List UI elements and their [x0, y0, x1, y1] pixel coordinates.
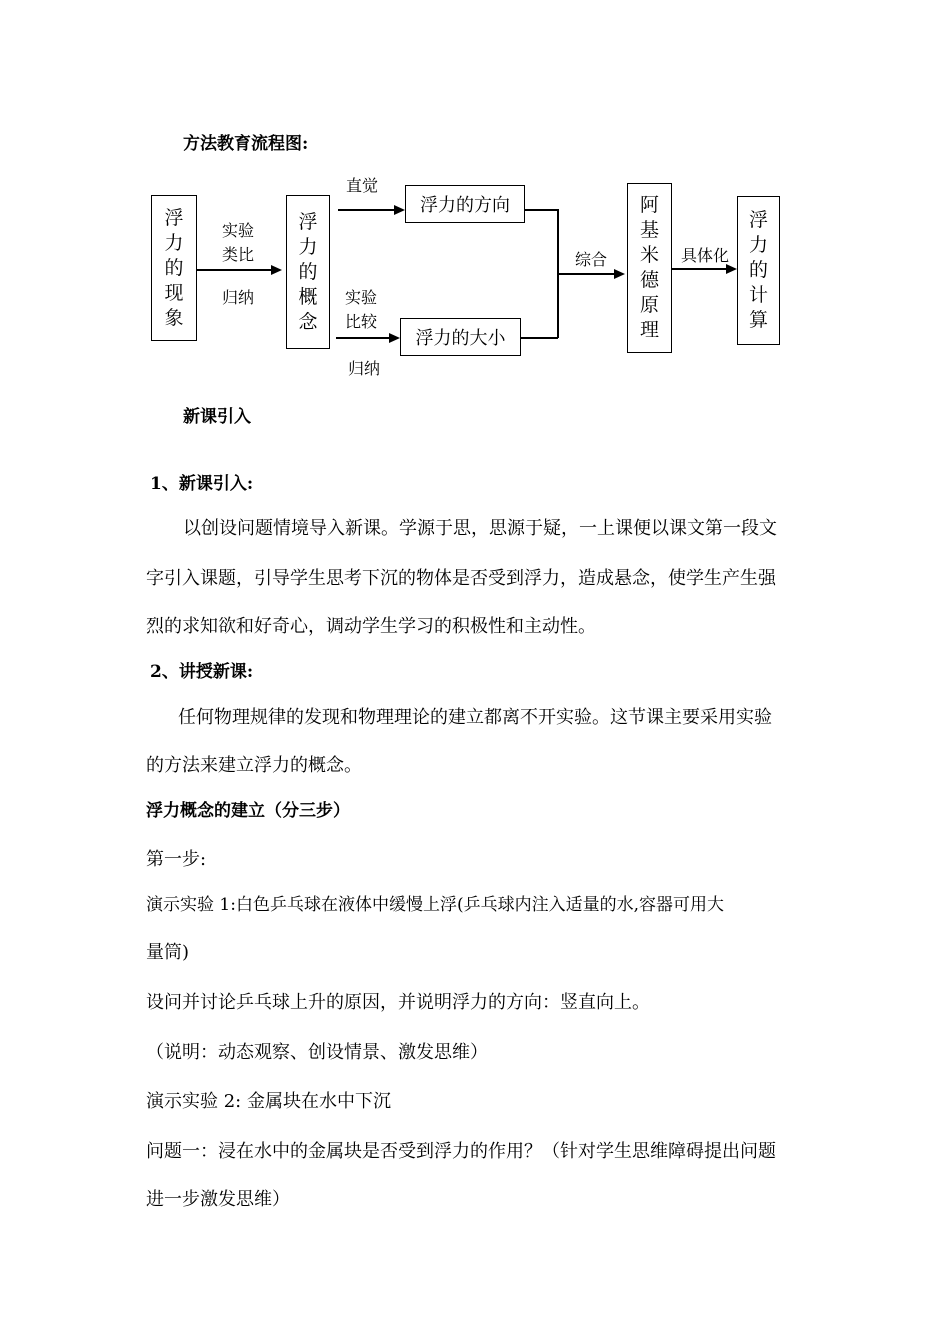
label-experiment-1: 实验 [222, 221, 255, 240]
arrowhead-2 [394, 205, 405, 215]
question-1-line-1: 问题一：浸在水中的金属块是否受到浮力的作用？（针对学生思维障碍提出问题 [146, 1141, 776, 1162]
note-dynamic-observation: （说明：动态观察、创设情景、激发思维） [146, 1042, 488, 1063]
arrowhead-3 [389, 333, 400, 343]
flowchart-title: 方法教育流程图: [183, 134, 309, 154]
arrow-phenomenon-to-concept [197, 269, 271, 271]
step-1-label: 第一步: [146, 849, 207, 870]
arrowhead-1 [271, 265, 282, 275]
arrow-concept-to-magnitude [336, 337, 389, 339]
box-buoyancy-calculation-text: 浮力的计算 [748, 209, 768, 331]
label-intuition: 直觉 [346, 176, 379, 195]
label-synthesis: 综合 [575, 250, 608, 269]
demo-experiment-2: 演示实验 2: 金属块在水中下沉 [146, 1091, 391, 1112]
section-2-paragraph-line-2: 的方法来建立浮力的概念。 [146, 755, 362, 776]
connector-magnitude-h [521, 337, 558, 339]
concept-establishment-title: 浮力概念的建立（分三步） [146, 801, 350, 821]
arrow-to-archimedes [558, 273, 614, 275]
section-1-paragraph-line-2: 字引入课题，引导学生思考下沉的物体是否受到浮力，造成悬念，使学生产生强 [146, 568, 776, 589]
demo-experiment-1-line-1: 演示实验 1:白色乒乓球在液体中缓慢上浮(乒乓球内注入适量的水,容器可用大 [146, 895, 724, 915]
box-archimedes-principle-text: 阿基米德原理 [639, 194, 659, 341]
box-buoyancy-direction [405, 185, 525, 223]
section-1-title: 1、新课引入: [150, 474, 254, 494]
section-2-title: 2、讲授新课: [150, 662, 254, 682]
box-buoyancy-calculation [737, 196, 780, 345]
section-1-paragraph-line-1: 以创设问题情境导入新课。学源于思，思源于疑，一上课便以课文第一段文 [183, 518, 777, 539]
question-1-line-2: 进一步激发思维） [146, 1189, 290, 1210]
connector-direction-h [525, 209, 558, 211]
section-heading-new-lesson: 新课引入 [183, 407, 251, 427]
box-archimedes-principle [627, 183, 672, 353]
label-analogy: 类比 [222, 245, 255, 264]
box-buoyancy-concept [286, 195, 330, 349]
box-buoyancy-phenomenon [151, 195, 197, 341]
label-induction-2: 归纳 [348, 359, 381, 378]
label-induction-1: 归纳 [222, 288, 255, 307]
box-buoyancy-phenomenon-text: 浮力的现象 [164, 206, 184, 329]
section-2-paragraph-line-1: 任何物理规律的发现和物理理论的建立都离不开实验。这节课主要采用实验 [178, 707, 772, 728]
question-direction: 设问并讨论乒乓球上升的原因，并说明浮力的方向：竖直向上。 [146, 992, 650, 1013]
section-1-paragraph-line-3: 烈的求知欲和好奇心，调动学生学习的积极性和主动性。 [146, 616, 596, 637]
box-buoyancy-magnitude-text: 浮力的大小 [415, 328, 506, 349]
box-buoyancy-concept-text: 浮力的概念 [298, 210, 318, 333]
label-experiment-2: 实验 [345, 288, 378, 307]
arrow-archimedes-to-calculation [672, 268, 726, 270]
label-comparison: 比较 [345, 312, 378, 331]
box-buoyancy-magnitude [400, 318, 521, 356]
arrow-concept-to-direction [338, 209, 394, 211]
arrowhead-4 [614, 269, 625, 279]
demo-experiment-1-line-2: 量筒) [146, 942, 190, 963]
box-buoyancy-direction-text: 浮力的方向 [420, 195, 510, 216]
label-concretize: 具体化 [681, 246, 730, 265]
